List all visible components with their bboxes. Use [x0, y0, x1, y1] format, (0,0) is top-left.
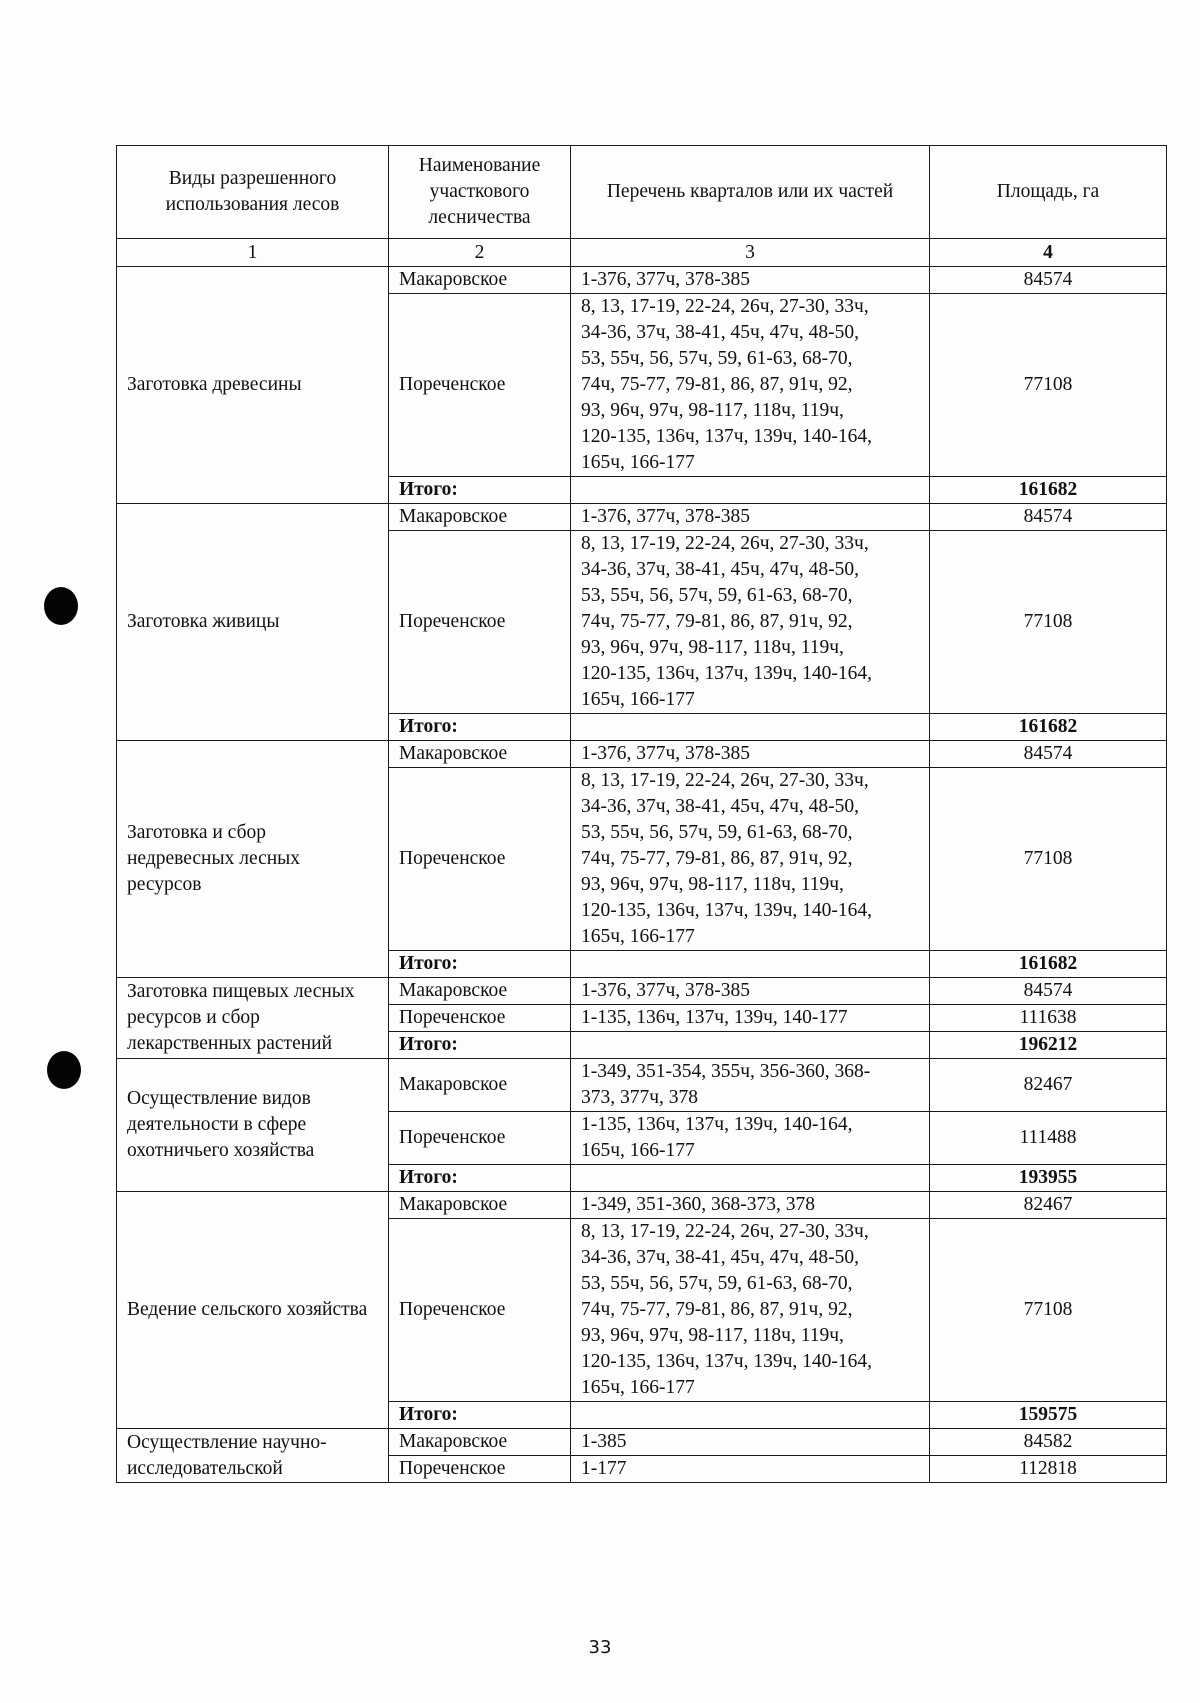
- use-type-cell: Заготовка древесины: [117, 267, 389, 504]
- use-type-cell: Осуществление видов деятельности в сфере охотничьего хозяйства: [117, 1059, 389, 1192]
- quarters-cell: 1-177: [571, 1456, 930, 1483]
- area-cell: 82467: [930, 1059, 1167, 1112]
- total-label: Итого:: [389, 1402, 571, 1429]
- use-type-cell: Заготовка живицы: [117, 504, 389, 741]
- area-cell: 77108: [930, 1219, 1167, 1402]
- area-cell: 84574: [930, 267, 1167, 294]
- total-label: Итого:: [389, 477, 571, 504]
- table-body: [117, 267, 1167, 1483]
- use-type-cell: Заготовка пищевых лесных ресурсов и сбор лекарственных растений: [117, 978, 389, 1059]
- area-cell: 77108: [930, 768, 1167, 951]
- use-type-cell: Заготовка и сбор недревесных лесных ресурсов: [117, 741, 389, 978]
- quarters-cell: 1-135, 136ч, 137ч, 139ч, 140-164, 165ч, 166-177: [571, 1112, 930, 1165]
- quarters-cell: 8, 13, 17-19, 22-24, 26ч, 27-30, 33ч, 34-36, 37ч, 38-41, 45ч, 47ч, 48-50, 53, 55ч, 56, 57ч, 59, 61-63, 68-70, 74ч, 75-77, 79-81, 86, 87, 91ч, 92, 93, 96ч, 97ч, 98-117, 118ч, 119ч, 120-135, 136ч, 137ч, 139ч, 140-164, 165ч, 166-177: [571, 768, 930, 951]
- table-row: [117, 1429, 1167, 1456]
- forestry-name-cell: Пореченское: [389, 768, 571, 951]
- total-area: 196212: [930, 1032, 1167, 1059]
- quarters-cell: 1-349, 351-360, 368-373, 378: [571, 1192, 930, 1219]
- empty-cell: [571, 951, 930, 978]
- total-area: 193955: [930, 1165, 1167, 1192]
- total-area: 161682: [930, 714, 1167, 741]
- empty-cell: [571, 477, 930, 504]
- area-cell: 112818: [930, 1456, 1167, 1483]
- area-cell: 111488: [930, 1112, 1167, 1165]
- forestry-name-cell: Пореченское: [389, 1112, 571, 1165]
- empty-cell: [571, 1165, 930, 1192]
- table-row: [117, 741, 1167, 768]
- use-type-cell: Ведение сельского хозяйства: [117, 1192, 389, 1429]
- forestry-name-cell: Макаровское: [389, 1059, 571, 1112]
- total-label: Итого:: [389, 951, 571, 978]
- table-row: [117, 504, 1167, 531]
- forestry-name-cell: Пореченское: [389, 294, 571, 477]
- page-number: 33: [588, 1637, 612, 1658]
- area-cell: 77108: [930, 294, 1167, 477]
- header-quarters-list: Перечень кварталов или их частей: [571, 146, 930, 239]
- forestry-name-cell: Макаровское: [389, 504, 571, 531]
- area-cell: 77108: [930, 531, 1167, 714]
- forestry-name-cell: Макаровское: [389, 267, 571, 294]
- area-cell: 84574: [930, 504, 1167, 531]
- forest-use-table: [116, 145, 1167, 1483]
- area-cell: 82467: [930, 1192, 1167, 1219]
- header-forestry-name: Наименование участкового лесничества: [389, 146, 571, 239]
- column-number: 4: [930, 239, 1167, 267]
- quarters-cell: 1-376, 377ч, 378-385: [571, 978, 930, 1005]
- table-row: [117, 1192, 1167, 1219]
- forestry-name-cell: Макаровское: [389, 1429, 571, 1456]
- quarters-cell: 1-376, 377ч, 378-385: [571, 504, 930, 531]
- area-cell: 84574: [930, 978, 1167, 1005]
- quarters-cell: 1-376, 377ч, 378-385: [571, 267, 930, 294]
- empty-cell: [571, 1402, 930, 1429]
- column-number-row: [117, 239, 1167, 267]
- quarters-cell: 8, 13, 17-19, 22-24, 26ч, 27-30, 33ч, 34-36, 37ч, 38-41, 45ч, 47ч, 48-50, 53, 55ч, 56, 57ч, 59, 61-63, 68-70, 74ч, 75-77, 79-81, 86, 87, 91ч, 92, 93, 96ч, 97ч, 98-117, 118ч, 119ч, 120-135, 136ч, 137ч, 139ч, 140-164, 165ч, 166-177: [571, 531, 930, 714]
- forestry-name-cell: Пореченское: [389, 1456, 571, 1483]
- quarters-cell: 1-385: [571, 1429, 930, 1456]
- quarters-cell: 8, 13, 17-19, 22-24, 26ч, 27-30, 33ч, 34-36, 37ч, 38-41, 45ч, 47ч, 48-50, 53, 55ч, 56, 57ч, 59, 61-63, 68-70, 74ч, 75-77, 79-81, 86, 87, 91ч, 92, 93, 96ч, 97ч, 98-117, 118ч, 119ч, 120-135, 136ч, 137ч, 139ч, 140-164, 165ч, 166-177: [571, 294, 930, 477]
- quarters-cell: 1-376, 377ч, 378-385: [571, 741, 930, 768]
- empty-cell: [571, 1032, 930, 1059]
- column-number: 2: [389, 239, 571, 267]
- area-cell: 111638: [930, 1005, 1167, 1032]
- punch-hole: [47, 1051, 81, 1089]
- empty-cell: [571, 714, 930, 741]
- use-type-cell: Осуществление научно-исследовательской: [117, 1429, 389, 1483]
- table-row: [117, 1059, 1167, 1112]
- quarters-cell: 1-135, 136ч, 137ч, 139ч, 140-177: [571, 1005, 930, 1032]
- forestry-name-cell: Макаровское: [389, 978, 571, 1005]
- column-number: 3: [571, 239, 930, 267]
- total-area: 161682: [930, 951, 1167, 978]
- header-area: Площадь, га: [930, 146, 1167, 239]
- total-label: Итого:: [389, 714, 571, 741]
- forestry-name-cell: Пореченское: [389, 531, 571, 714]
- table-row: [117, 978, 1167, 1005]
- table-row: [117, 267, 1167, 294]
- forestry-name-cell: Пореченское: [389, 1005, 571, 1032]
- table-header-row: [117, 146, 1167, 239]
- area-cell: 84574: [930, 741, 1167, 768]
- punch-hole: [44, 587, 78, 625]
- total-area: 161682: [930, 477, 1167, 504]
- forestry-name-cell: Макаровское: [389, 1192, 571, 1219]
- total-label: Итого:: [389, 1032, 571, 1059]
- quarters-cell: 1-349, 351-354, 355ч, 356-360, 368- 373, 377ч, 378: [571, 1059, 930, 1112]
- forestry-name-cell: Пореченское: [389, 1219, 571, 1402]
- quarters-cell: 8, 13, 17-19, 22-24, 26ч, 27-30, 33ч, 34-36, 37ч, 38-41, 45ч, 47ч, 48-50, 53, 55ч, 56, 57ч, 59, 61-63, 68-70, 74ч, 75-77, 79-81, 86, 87, 91ч, 92, 93, 96ч, 97ч, 98-117, 118ч, 119ч, 120-135, 136ч, 137ч, 139ч, 140-164, 165ч, 166-177: [571, 1219, 930, 1402]
- forestry-name-cell: Макаровское: [389, 741, 571, 768]
- total-area: 159575: [930, 1402, 1167, 1429]
- total-label: Итого:: [389, 1165, 571, 1192]
- column-number: 1: [117, 239, 389, 267]
- header-use-type: Виды разрешенного использования лесов: [117, 146, 389, 239]
- area-cell: 84582: [930, 1429, 1167, 1456]
